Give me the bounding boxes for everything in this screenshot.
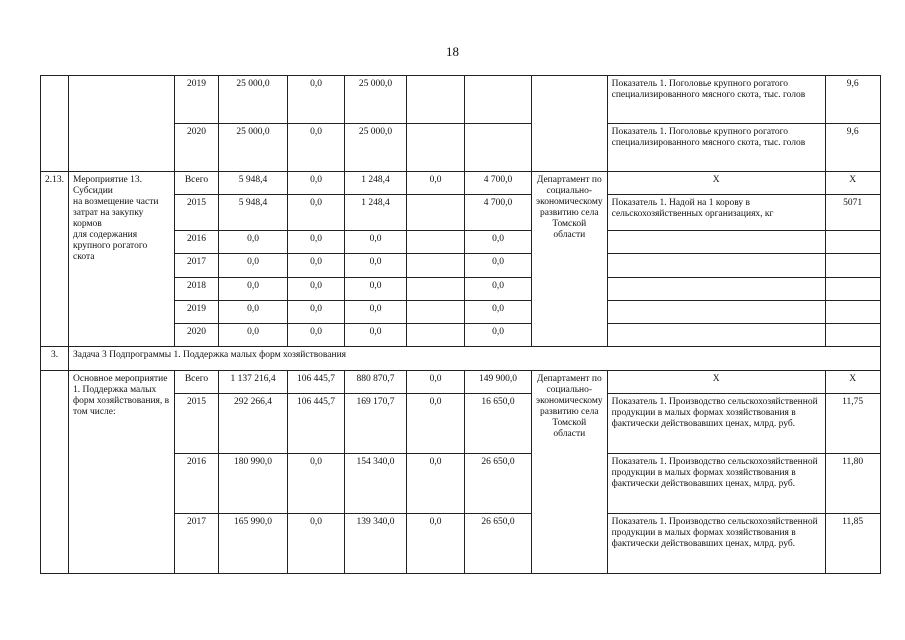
target-value-cell: 11,85 <box>825 514 880 574</box>
measure-name: Основное мероприятие 1. Поддержка малых форм хозяйствования, в том числе: <box>69 371 175 574</box>
indicator-cell: Показатель 1. Производство сельскохозяйственной продукции в малых формах хозяйствования в фактически действовавших ценах, млрд. руб. <box>607 514 825 574</box>
target-value-cell: 5071 <box>825 195 880 231</box>
extrabudget-cell: 26 650,0 <box>465 454 532 514</box>
extrabudget-cell <box>465 76 532 124</box>
federal-budget-cell: 0,0 <box>288 172 345 195</box>
local-budget-cell: 0,0 <box>407 371 465 394</box>
regional-budget-cell: 25 000,0 <box>345 124 407 172</box>
target-value-cell: 9,6 <box>825 76 880 124</box>
year-cell: 2018 <box>175 278 219 301</box>
regional-budget-cell: 1 248,4 <box>345 172 407 195</box>
regional-budget-cell: 0,0 <box>345 254 407 278</box>
total-cell: 165 990,0 <box>219 514 288 574</box>
extrabudget-cell: 16 650,0 <box>465 394 532 454</box>
year-cell: 2016 <box>175 454 219 514</box>
local-budget-cell: 0,0 <box>407 394 465 454</box>
regional-budget-cell: 0,0 <box>345 301 407 324</box>
total-cell: 0,0 <box>219 254 288 278</box>
indicator-cell: Показатель 1. Производство сельскохозяйственной продукции в малых формах хозяйствования в фактически действовавших ценах, млрд. руб. <box>607 454 825 514</box>
target-value-cell <box>825 324 880 347</box>
extrabudget-cell <box>465 124 532 172</box>
year-cell: 2015 <box>175 394 219 454</box>
regional-budget-cell: 1 248,4 <box>345 195 407 231</box>
local-budget-cell <box>407 278 465 301</box>
local-budget-cell <box>407 231 465 254</box>
total-cell: 0,0 <box>219 324 288 347</box>
total-cell: 0,0 <box>219 301 288 324</box>
task-row <box>41 347 881 371</box>
federal-budget-cell: 0,0 <box>288 254 345 278</box>
regional-budget-cell: 0,0 <box>345 324 407 347</box>
program-table <box>40 75 881 574</box>
indicator-cell: Показатель 1. Поголовье крупного рогатого специализированного мясного скота, тыс. голов <box>607 76 825 124</box>
regional-budget-cell: 139 340,0 <box>345 514 407 574</box>
task-heading: Задача 3 Подпрограммы 1. Поддержка малых форм хозяйствования <box>69 347 881 371</box>
total-cell: 0,0 <box>219 278 288 301</box>
extrabudget-cell: 4 700,0 <box>465 172 532 195</box>
federal-budget-cell: 106 445,7 <box>288 394 345 454</box>
target-value-cell: Х <box>825 172 880 195</box>
federal-budget-cell: 0,0 <box>288 195 345 231</box>
indicator-cell <box>607 231 825 254</box>
federal-budget-cell: 0,0 <box>288 76 345 124</box>
total-cell: 25 000,0 <box>219 124 288 172</box>
local-budget-cell: 0,0 <box>407 514 465 574</box>
year-cell: Всего <box>175 371 219 394</box>
indicator-cell <box>607 324 825 347</box>
year-cell: 2016 <box>175 231 219 254</box>
executor-cell <box>532 76 608 172</box>
target-value-cell: 11,75 <box>825 394 880 454</box>
executor-cell: Департамент по социально-экономическому развитию села Томской области <box>532 172 608 347</box>
row-number <box>41 76 69 172</box>
federal-budget-cell: 0,0 <box>288 231 345 254</box>
measure-name: Мероприятие 13. Субсидии на возмещение части затрат на закупку кормов для содержания крупного рогатого скота <box>69 172 175 347</box>
target-value-cell: 9,6 <box>825 124 880 172</box>
regional-budget-cell: 0,0 <box>345 231 407 254</box>
total-cell: 0,0 <box>219 231 288 254</box>
year-cell: 2019 <box>175 76 219 124</box>
indicator-cell: Показатель 1. Поголовье крупного рогатого специализированного мясного скота, тыс. голов <box>607 124 825 172</box>
year-cell: 2017 <box>175 514 219 574</box>
federal-budget-cell: 0,0 <box>288 514 345 574</box>
regional-budget-cell: 25 000,0 <box>345 76 407 124</box>
row-number: 3. <box>41 347 69 371</box>
extrabudget-cell: 0,0 <box>465 254 532 278</box>
federal-budget-cell: 0,0 <box>288 278 345 301</box>
total-cell: 5 948,4 <box>219 172 288 195</box>
local-budget-cell <box>407 195 465 231</box>
federal-budget-cell: 0,0 <box>288 124 345 172</box>
year-cell: 2019 <box>175 301 219 324</box>
target-value-cell <box>825 231 880 254</box>
target-value-cell <box>825 278 880 301</box>
federal-budget-cell: 0,0 <box>288 301 345 324</box>
total-cell: 292 266,4 <box>219 394 288 454</box>
target-value-cell <box>825 254 880 278</box>
local-budget-cell <box>407 124 465 172</box>
local-budget-cell <box>407 254 465 278</box>
target-value-cell <box>825 301 880 324</box>
indicator-cell <box>607 301 825 324</box>
extrabudget-cell: 0,0 <box>465 278 532 301</box>
total-cell: 1 137 216,4 <box>219 371 288 394</box>
local-budget-cell: 0,0 <box>407 172 465 195</box>
extrabudget-cell: 0,0 <box>465 324 532 347</box>
regional-budget-cell: 0,0 <box>345 278 407 301</box>
target-value-cell: 11,80 <box>825 454 880 514</box>
year-cell: 2015 <box>175 195 219 231</box>
indicator-cell: Х <box>607 371 825 394</box>
table-row <box>41 172 881 195</box>
local-budget-cell <box>407 301 465 324</box>
regional-budget-cell: 154 340,0 <box>345 454 407 514</box>
regional-budget-cell: 169 170,7 <box>345 394 407 454</box>
regional-budget-cell: 880 870,7 <box>345 371 407 394</box>
indicator-cell <box>607 278 825 301</box>
row-number <box>41 371 69 574</box>
year-cell: 2020 <box>175 124 219 172</box>
indicator-cell: Показатель 1. Производство сельскохозяйственной продукции в малых формах хозяйствования в фактически действовавших ценах, млрд. руб. <box>607 394 825 454</box>
measure-name <box>69 76 175 172</box>
indicator-cell: Х <box>607 172 825 195</box>
year-cell: 2017 <box>175 254 219 278</box>
table-row <box>41 76 881 124</box>
table-row <box>41 371 881 394</box>
indicator-cell <box>607 254 825 278</box>
local-budget-cell: 0,0 <box>407 454 465 514</box>
total-cell: 180 990,0 <box>219 454 288 514</box>
federal-budget-cell: 106 445,7 <box>288 371 345 394</box>
extrabudget-cell: 149 900,0 <box>465 371 532 394</box>
federal-budget-cell: 0,0 <box>288 454 345 514</box>
local-budget-cell <box>407 324 465 347</box>
year-cell: 2020 <box>175 324 219 347</box>
extrabudget-cell: 0,0 <box>465 231 532 254</box>
local-budget-cell <box>407 76 465 124</box>
total-cell: 25 000,0 <box>219 76 288 124</box>
page-number: 18 <box>446 44 459 59</box>
year-cell: Всего <box>175 172 219 195</box>
extrabudget-cell: 0,0 <box>465 301 532 324</box>
target-value-cell: Х <box>825 371 880 394</box>
extrabudget-cell: 26 650,0 <box>465 514 532 574</box>
total-cell: 5 948,4 <box>219 195 288 231</box>
extrabudget-cell: 4 700,0 <box>465 195 532 231</box>
executor-cell: Департамент по социально-экономическому развитию села Томской области <box>532 371 608 574</box>
row-number: 2.13. <box>41 172 69 347</box>
federal-budget-cell: 0,0 <box>288 324 345 347</box>
indicator-cell: Показатель 1. Надой на 1 корову в сельскохозяйственных организациях, кг <box>607 195 825 231</box>
